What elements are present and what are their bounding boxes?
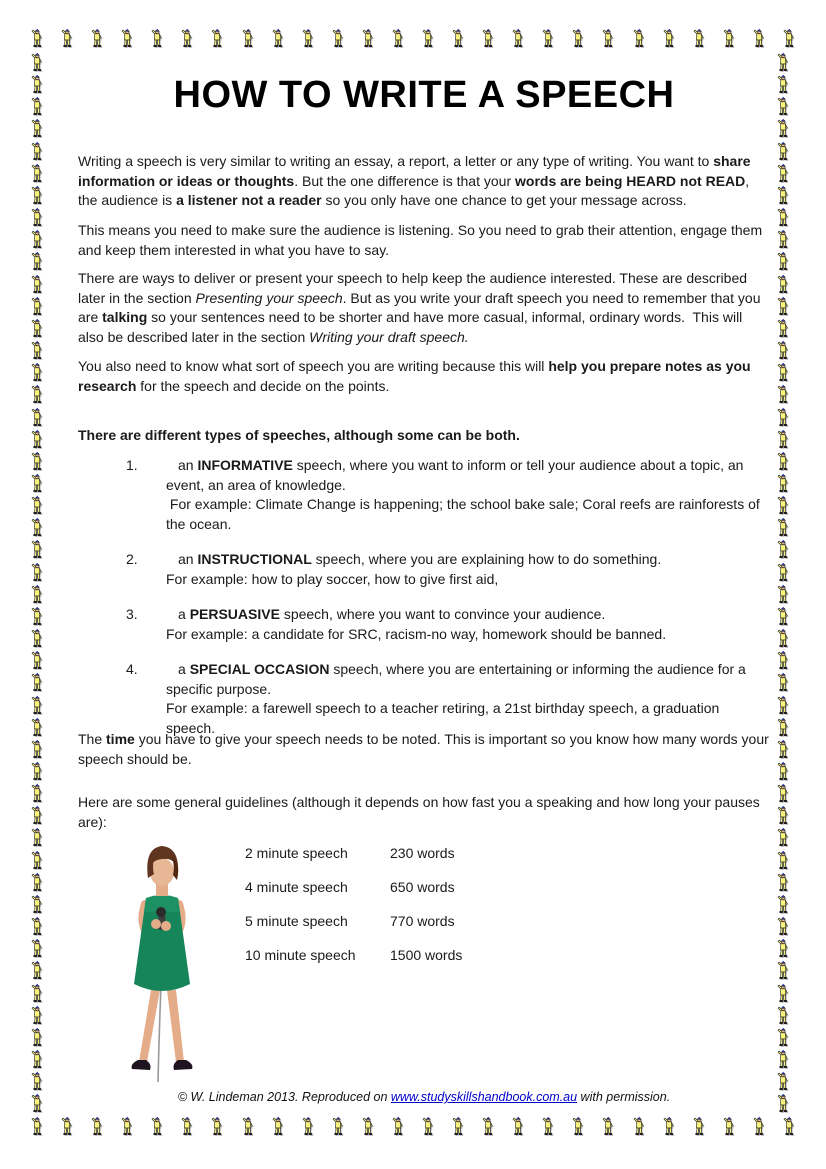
item-body	[166, 456, 770, 534]
person-icon	[776, 52, 790, 72]
person-icon	[30, 628, 44, 648]
person-icon	[776, 495, 790, 515]
paragraph-attention: This means you need to make sure the audience is listening. So you need to grab their attention, engage them and keep them interested in what you have to say.	[78, 222, 766, 258]
border-bottom	[30, 1116, 796, 1138]
person-icon	[601, 28, 615, 48]
paragraph-delivery: There are ways to deliver or present your speech to help keep the audience interested. These are described later in the section Presenting your speech. But as you write your draft speech you need to remember that you are talking so your sentences need to be shorter and have more casual, informal, ordinary words. This will also be described later in the section Writing your draft speech.	[78, 270, 765, 345]
person-icon	[30, 229, 44, 249]
person-icon	[30, 1027, 44, 1047]
person-icon	[776, 96, 790, 116]
person-icon	[776, 960, 790, 980]
list-item-informative	[78, 456, 770, 534]
person-icon	[752, 28, 766, 48]
person-icon	[60, 28, 74, 48]
person-icon	[30, 739, 44, 759]
person-icon	[722, 1116, 736, 1136]
person-icon	[30, 517, 44, 537]
person-icon	[180, 28, 194, 48]
person-icon	[30, 163, 44, 183]
border-top	[30, 28, 796, 50]
person-icon	[776, 850, 790, 870]
paragraph-time: The time you have to give your speech needs to be noted. This is important so you know how many words your speech should be.	[78, 731, 773, 767]
person-icon	[30, 1071, 44, 1091]
item-body	[166, 605, 770, 644]
border-left	[30, 52, 46, 1114]
person-icon	[692, 28, 706, 48]
person-icon	[90, 28, 104, 48]
person-icon	[776, 562, 790, 582]
person-icon	[30, 407, 44, 427]
person-icon	[776, 695, 790, 715]
item-body	[166, 550, 770, 589]
list-item-persuasive	[78, 605, 770, 644]
person-icon	[776, 1027, 790, 1047]
border-right	[776, 52, 792, 1114]
person-icon	[776, 340, 790, 360]
person-icon	[776, 251, 790, 271]
person-icon	[776, 517, 790, 537]
person-icon	[391, 28, 405, 48]
list-item-instructional	[78, 550, 770, 589]
person-icon	[30, 717, 44, 737]
person-icon	[451, 1116, 465, 1136]
person-icon	[90, 1116, 104, 1136]
person-icon	[30, 783, 44, 803]
person-icon	[776, 296, 790, 316]
person-icon	[30, 916, 44, 936]
person-icon	[30, 340, 44, 360]
item-number: 4.	[126, 661, 138, 677]
person-icon	[120, 1116, 134, 1136]
item-number: 1.	[126, 457, 138, 473]
person-icon	[776, 384, 790, 404]
duration-cell: 4 minute speech	[245, 879, 348, 895]
person-icon	[301, 28, 315, 48]
person-icon	[30, 473, 44, 493]
person-icon	[776, 362, 790, 382]
person-icon	[30, 827, 44, 847]
item-example: For example: Climate Change is happening; the school bake sale; Coral reefs are rainforests of the ocean.	[166, 496, 764, 532]
paragraph-guidelines: Here are some general guidelines (although it depends on how fast you a speaking and how long your pauses are):	[78, 794, 764, 830]
person-icon	[30, 650, 44, 670]
duration-cell: 2 minute speech	[245, 845, 348, 861]
person-icon	[30, 96, 44, 116]
words-cell: 650 words	[390, 879, 455, 895]
person-icon	[30, 362, 44, 382]
duration-cell: 5 minute speech	[245, 913, 348, 929]
person-icon	[776, 274, 790, 294]
item-number: 2.	[126, 551, 138, 567]
person-icon	[632, 1116, 646, 1136]
person-icon	[776, 229, 790, 249]
person-icon	[301, 1116, 315, 1136]
person-icon	[30, 894, 44, 914]
person-icon	[30, 872, 44, 892]
person-icon	[271, 28, 285, 48]
person-icon	[30, 761, 44, 781]
person-icon	[30, 451, 44, 471]
person-icon	[30, 384, 44, 404]
person-icon	[30, 606, 44, 626]
person-icon	[511, 1116, 525, 1136]
person-icon	[331, 1116, 345, 1136]
person-icon	[692, 1116, 706, 1136]
person-icon	[776, 473, 790, 493]
item-description: a SPECIAL OCCASION speech, where you are entertaining or informing the audience for a specific purpose.	[166, 661, 750, 697]
list-item-special-occasion	[78, 660, 770, 738]
person-icon	[451, 28, 465, 48]
person-icon	[30, 429, 44, 449]
person-icon	[776, 628, 790, 648]
person-icon	[776, 539, 790, 559]
person-icon	[776, 451, 790, 471]
person-icon	[481, 28, 495, 48]
person-icon	[30, 296, 44, 316]
person-icon	[361, 28, 375, 48]
person-icon	[776, 207, 790, 227]
person-icon	[776, 983, 790, 1003]
item-description: an INSTRUCTIONAL speech, where you are explaining how to do something.	[178, 551, 662, 567]
person-icon	[30, 1093, 44, 1113]
person-icon	[30, 983, 44, 1003]
person-icon	[776, 805, 790, 825]
person-icon	[30, 672, 44, 692]
table-row	[245, 879, 505, 901]
duration-cell: 10 minute speech	[245, 947, 356, 963]
person-icon	[30, 539, 44, 559]
person-icon	[776, 318, 790, 338]
person-icon	[30, 251, 44, 271]
words-cell: 230 words	[390, 845, 455, 861]
person-icon	[241, 1116, 255, 1136]
footer-credit: © W. Lindeman 2013. Reproduced on www.studyskillshandbook.com.au with permission.	[177, 1090, 671, 1104]
person-icon	[30, 141, 44, 161]
paragraph-research: You also need to know what sort of speech you are writing because this will help you prepare notes as you research for the speech and decide on the points.	[78, 358, 755, 394]
person-icon	[776, 1071, 790, 1091]
person-icon	[776, 606, 790, 626]
person-icon	[722, 28, 736, 48]
words-cell: 1500 words	[390, 947, 463, 963]
person-icon	[776, 407, 790, 427]
person-icon	[30, 584, 44, 604]
person-icon	[30, 938, 44, 958]
person-icon	[541, 28, 555, 48]
person-icon	[541, 1116, 555, 1136]
item-example: For example: a farewell speech to a teacher retiring, a 21st birthday speech, a graduation speech.	[166, 700, 724, 736]
person-icon	[776, 1005, 790, 1025]
types-heading: There are different types of speeches, although some can be both.	[78, 427, 520, 443]
person-icon	[60, 1116, 74, 1136]
person-icon	[776, 916, 790, 936]
person-icon	[571, 28, 585, 48]
person-icon	[30, 318, 44, 338]
item-description: a PERSUASIVE speech, where you want to convince your audience.	[178, 606, 606, 622]
person-icon	[776, 1093, 790, 1113]
person-icon	[421, 28, 435, 48]
speech-type-list	[78, 456, 770, 754]
item-body	[166, 660, 770, 738]
person-icon	[776, 783, 790, 803]
person-icon	[30, 850, 44, 870]
paragraph-intro: Writing a speech is very similar to writing an essay, a report, a letter or any type of writing. You want to share information or ideas or thoughts. But the one difference is that your words are being HEARD not READ, the audience is a listener not a reader so you only have one chance to get your message across.	[78, 153, 755, 208]
item-example: For example: a candidate for SRC, racism-no way, homework should be banned.	[166, 625, 667, 642]
person-icon	[776, 1049, 790, 1069]
person-icon	[776, 894, 790, 914]
person-icon	[571, 1116, 585, 1136]
person-icon	[421, 1116, 435, 1136]
person-icon	[30, 805, 44, 825]
person-icon	[782, 1116, 796, 1136]
person-icon	[632, 28, 646, 48]
person-icon	[776, 872, 790, 892]
person-icon	[391, 1116, 405, 1136]
person-icon	[601, 1116, 615, 1136]
item-description: an INFORMATIVE speech, where you want to inform or tell your audience about a topic, an event, an area of knowledge.	[166, 457, 748, 493]
person-icon	[662, 28, 676, 48]
person-icon	[30, 274, 44, 294]
person-icon	[782, 28, 796, 48]
table-row	[245, 947, 505, 969]
footer-link[interactable]: www.studyskillshandbook.com.au	[390, 1090, 578, 1104]
person-icon	[30, 695, 44, 715]
person-icon	[30, 1049, 44, 1069]
person-icon	[776, 938, 790, 958]
person-icon	[511, 28, 525, 48]
person-icon	[210, 1116, 224, 1136]
person-icon	[30, 960, 44, 980]
person-icon	[30, 1116, 44, 1136]
person-icon	[30, 185, 44, 205]
person-icon	[150, 1116, 164, 1136]
person-icon	[776, 118, 790, 138]
person-icon	[776, 429, 790, 449]
table-row	[245, 913, 505, 935]
person-icon	[776, 827, 790, 847]
person-icon	[662, 1116, 676, 1136]
person-icon	[776, 761, 790, 781]
person-icon	[776, 185, 790, 205]
person-icon	[241, 28, 255, 48]
person-icon	[776, 650, 790, 670]
words-cell: 770 words	[390, 913, 455, 929]
person-icon	[30, 52, 44, 72]
person-icon	[271, 1116, 285, 1136]
person-icon	[361, 1116, 375, 1136]
person-icon	[331, 28, 345, 48]
person-icon	[776, 717, 790, 737]
page-title: HOW TO WRITE A SPEECH	[173, 74, 675, 116]
person-icon	[210, 28, 224, 48]
person-icon	[481, 1116, 495, 1136]
person-icon	[30, 562, 44, 582]
table-row	[245, 845, 505, 867]
person-icon	[120, 28, 134, 48]
person-icon	[30, 1005, 44, 1025]
person-icon	[752, 1116, 766, 1136]
person-icon	[30, 74, 44, 94]
item-example: For example: how to play soccer, how to give first aid,	[166, 570, 499, 587]
person-icon	[776, 584, 790, 604]
person-icon	[30, 207, 44, 227]
person-icon	[30, 28, 44, 48]
person-icon	[776, 672, 790, 692]
word-count-table	[245, 845, 505, 981]
person-icon	[776, 739, 790, 759]
person-icon	[180, 1116, 194, 1136]
person-icon	[30, 495, 44, 515]
person-icon	[776, 141, 790, 161]
person-icon	[776, 74, 790, 94]
person-icon	[30, 118, 44, 138]
person-icon	[776, 163, 790, 183]
person-icon	[150, 28, 164, 48]
item-number: 3.	[126, 606, 138, 622]
woman-with-microphone-image	[100, 832, 226, 1086]
